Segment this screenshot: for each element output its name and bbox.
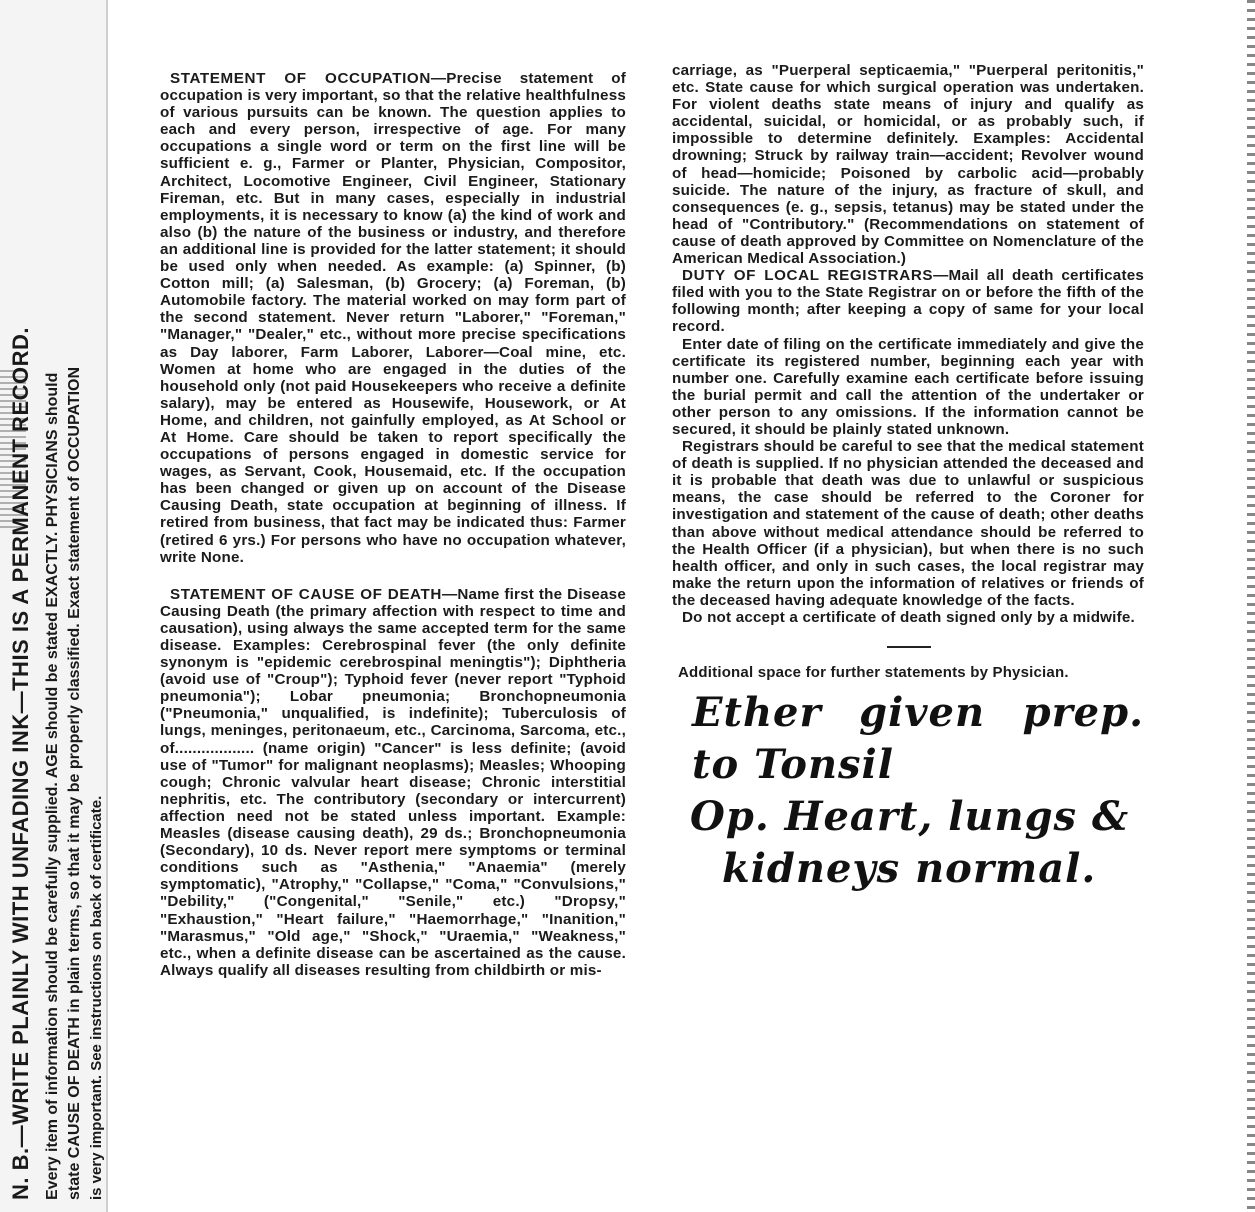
registrars-p2: Enter date of filing on the certificate immediately and give the certificate its registered number, beginning each year with number one. Carefully examine each certificate before issuing the burial permit and call the attention of the undertaker or other person to any omissions. If the information cannot be secured, it should be plainly stated unknown. [672, 335, 1144, 438]
margin-line-1: N. B.—WRITE PLAINLY WITH UNFADING INK—THIS IS A PERMANENT RECORD. [8, 326, 33, 1200]
occupation-section [160, 70, 626, 566]
cause-continued: carriage, as "Puerperal septicaemia," "Puerperal peritonitis," etc. State cause for which surgical operation was undertaken. For violent deaths state means of injury and qualify as accidental, suicidal, or homicidal, or as probably such, if impossible to determine definitely. Examples: Accidental drowning; Struck by railway train—accident; Revolver wound of head—homicide; Poisoned by carbolic acid—probably suicide. The nature of the injury, as fracture of skull, and consequences (e. g., sepsis, tetanus) may be stated under the head of "Contributory." (Recommendations on statement of cause of death approved by Committee on Nomenclature of the American Medical Association.) [672, 62, 1144, 268]
handwritten-note-line-2: Op. Heart, lungs & [690, 793, 1130, 841]
section-divider [887, 646, 931, 648]
registrars-section [672, 267, 1144, 335]
occupation-heading: STATEMENT OF OCCUPATION [170, 70, 431, 87]
scan-edge [1247, 0, 1255, 1212]
handwritten-note-line-3: kidneys normal. [722, 845, 1097, 893]
registrars-p4: Do not accept a certificate of death signed only by a midwife. [682, 609, 1135, 626]
additional-space-label: Additional space for further statements by Physician. [678, 664, 1069, 682]
cause-section [160, 586, 626, 979]
handwritten-note-line-1: Ether given prep. to Tonsil [692, 689, 1144, 789]
registrars-p3: Registrars should be careful to see that the medical statement of death is supplied. If no physician attended the deceased and it is probable that death was due to unlawful or suspicious means, the case should be referred to the Coroner for investigation and statement of the cause of death; other deaths than above without medical attendance should be referred to the Health Officer (if a physician), but when there is no such health officer, and only in such cases, the local registrar may make the return upon the information of relatives or friends of the deceased having adequate knowledge of the facts. [672, 438, 1144, 609]
margin-line-4: is very important. See instructions on back of certificate. [88, 795, 105, 1200]
right-column [672, 62, 1144, 895]
occupation-text: —Precise statement of occupation is very important, so that the relative healthfulness of various pursuits can be known. The question applies to each and every person, irrespective of age. For many occupations a single word or term on the first line will be sufficient e. g., Farmer or Planter, Physician, Compositor, Architect, Locomotive Engineer, Civil Engineer, Stationary Fireman, etc. But in many cases, especially in industrial employments, it is necessary to know (a) the kind of work and also (b) the nature of the business or industry, and therefore an additional line is provided for the latter statement; it should be used only when needed. As example: (a) Spinner, (b) Cotton mill; (a) Salesman, (b) Grocery; (a) Foreman, (b) Automobile factory. The material worked on may form part of the second statement. Never return "Laborer," "Foreman," "Manager," "Dealer," etc., without more precise specifications as Day laborer, Farm Laborer, Laborer—Coal mine, etc. Women at home who are engaged in the duties of the household only (not paid Housekeepers who receive a definite salary), may be entered as Housewife, Housework, or At Home, and children, not gainfully employed, as At School or At Home. Care should be taken to report specifically the occupations of persons engaged in domestic service for wages, as Servant, Cook, Housemaid, etc. If the occupation has been changed or given up on account of the Disease Causing Death, state occupation at beginning of illness. If retired from business, that fact may be indicated thus: Farmer (retired 6 yrs.) For persons who have no occupation whatever, write None. [160, 70, 627, 566]
margin-line-3: state CAUSE OF DEATH in plain terms, so that it may be properly classified. Exact statement of OCCUPATION [66, 366, 83, 1200]
registrars-heading: DUTY OF LOCAL REGISTRARS [682, 267, 934, 285]
cause-heading: STATEMENT OF CAUSE OF DEATH [170, 585, 442, 603]
registrars-p1: —Mail all death certificates filed with you to the State Registrar on or before the fifth of the following month; after keeping a copy of same for your local record. [672, 267, 1144, 336]
cause-text-left: —Name first the Disease Causing Death (the primary affection with respect to time and causation), using always the same accepted term for the same disease. Examples: Cerebrospinal fever (the only definite synonym is "epidemic cerebrospinal meningtis"); Diphtheria (avoid use of "Croup"); Typhoid fever (never report "Typhoid pneumonia"); Lobar pneumonia; Bronchopneumonia ("Pneumonia," unqualified, is indefinite); Tuberculosis of lungs, meninges, peritonaeum, etc., Carcinoma, Sarcoma, etc., of.................. (name origin) "Cancer" is less definite; (avoid use of "Tumor" for malignant neoplasms); Measles; Whooping cough; Chronic valvular heart disease; Chronic interstitial nephritis, etc. The contributory (secondary or intercurrent) affection need not be stated unless important. Example: Measles (disease causing death), 29 ds.; Bronchopneumonia (Secondary), 10 ds. Never report mere symptoms or terminal conditions such as "Asthenia," "Anaemia" (merely symptomatic), "Atrophy," "Collapse," "Coma," "Convulsions," "Debility," ("Congenital," "Senile," etc.) "Dropsy," "Exhaustion," "Heart failure," "Haemorrhage," "Inanition," "Marasmus," "Old age," "Shock," "Uraemia," "Weakness," etc., when a definite disease can be ascertained as the cause. Always qualify all diseases resulting from childbirth or mis- [160, 585, 626, 979]
margin-line-2: Every item of information should be carefully supplied. AGE should be stated EXACTLY. PHYSICIANS should [44, 372, 61, 1200]
left-column [160, 70, 626, 979]
margin-strip [0, 0, 108, 1212]
